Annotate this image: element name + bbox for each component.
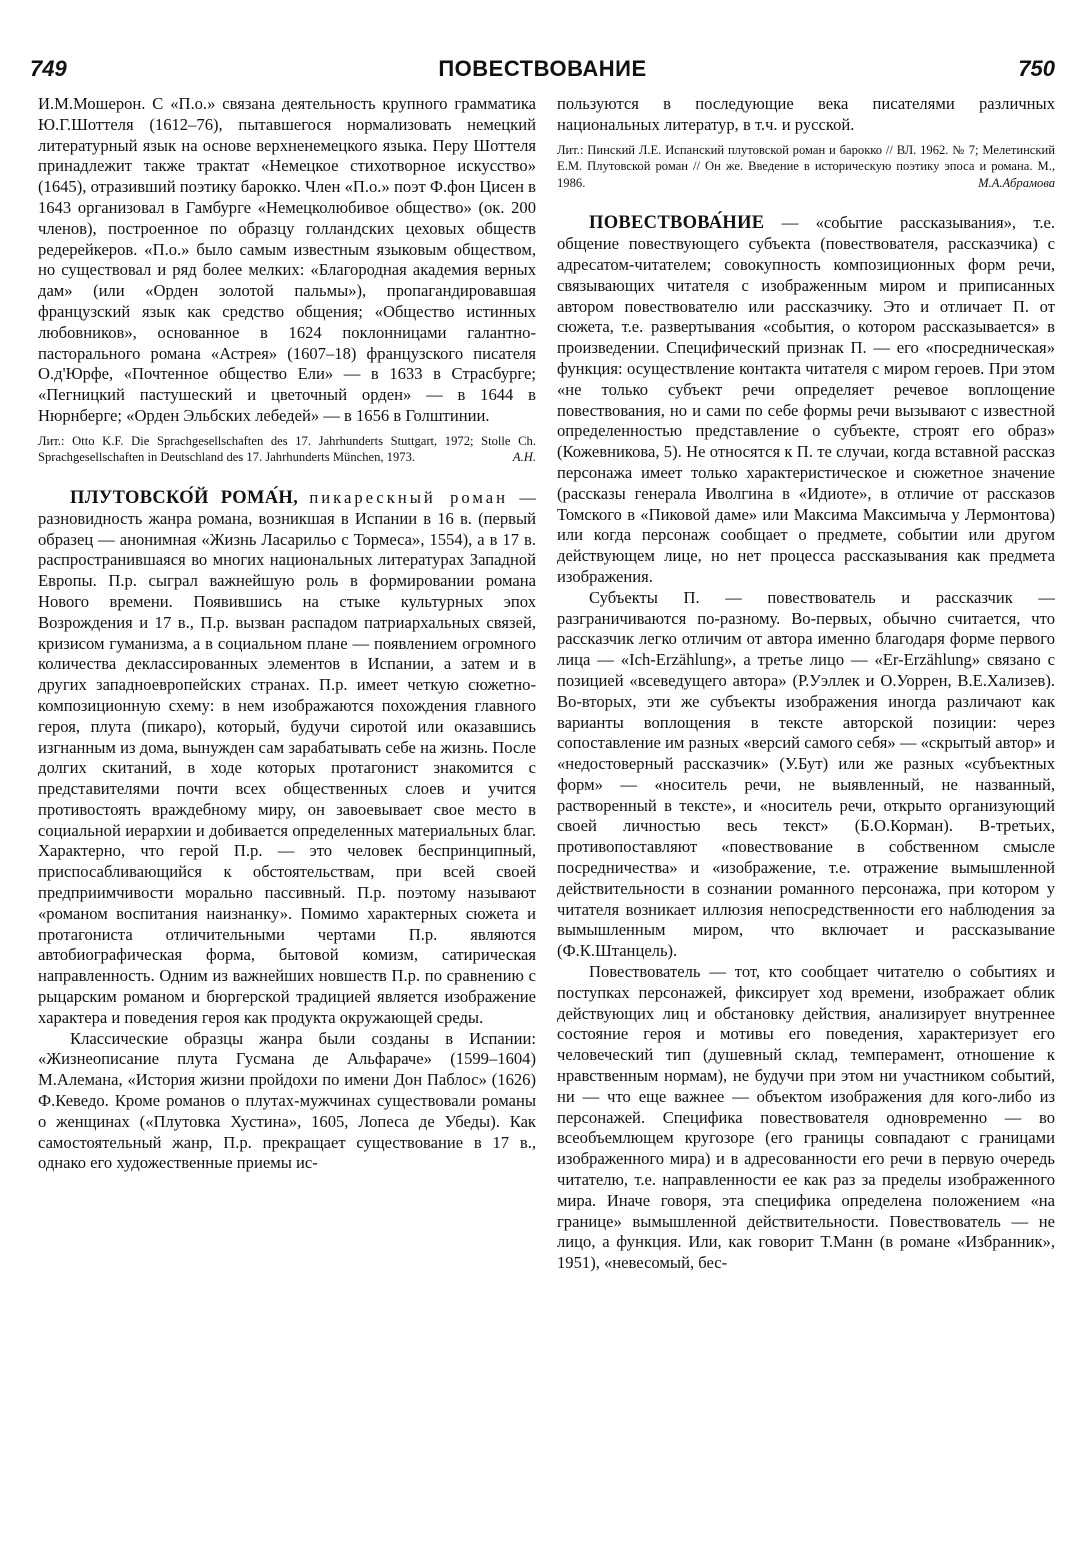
article-text: — «событие рассказывания», т.е. общение повествующего субъекта (повествователя, рассказчика) с адресатом-читателем; совокупность композиционных форм речи, связывающих читателя с изображенным миром и приписанных автором повествователю или рассказчику. Это и отличает П. от сюжета, т.е. развертывания «события, о котором рассказывается» в произведении. Специфический признак П. — его «посредническая» функция: осуществление контакта читателя с миром героев. При этом «не только субъект речи определяет речевое воплощение повествования, но и сами по себе формы речи вызывают с известной определенностью представление о субъекте, строят его образ» (Кожевникова, 5). Не относятся к П. те случаи, когда вставной рассказ персонажа имеет только характеристическое и сюжетное значение (рассказы генерала Иволгина в «Идиоте», в отличие от рассказов Томского в «Пиковой даме» или Максима Максимыча у Лермонтова) или когда персонаж сообщает о предмете, событии или другом действующем лице, но нет процесса рассказывания как предмета изображения. — [557, 213, 1055, 586]
literature-text: Лит.: Otto K.F. Die Sprachgesellschaften des 17. Jahrhunderts Stuttgart, 1972; Stolle Ch. Sprachgesellschaften in Deutschland des 17. Jahrhunderts München, 1973. — [38, 433, 536, 465]
paragraph: пользуются в последующие века писателями различных национальных литератур, в т.ч. и русской. — [557, 94, 1055, 134]
paragraph: Повествователь — тот, кто сообщает читателю о событиях и поступках персонажей, фиксирует ход времени, изображает облик действующих лиц и обстановку действия, анализирует внутреннее состояние героя и мотивы его поведения, характеризует его человеческий тип (душевный склад, темперамент, отношение к нравственным нормам), не будучи при этом ни участником событий, ни — что еще важнее — объектом изображения для кого-либо из персонажей. Специфика повествователя одновременно — во всеобъемлющем кругозоре (его границы совпадают с границами изображенного мира) и в адресованности его речи в первую очередь читателю, т.е. направленности ее как раз за пределы изображенного мира. Иначе говоря, эта специфика определена положением «на границе» вымышленной действительности. Повествователь — не лицо, а функция. Или, как говорит Т.Манн (в романе «Избранник», 1951), «невесомый, бес- — [557, 962, 1055, 1273]
page-number-right: 750 — [1018, 56, 1055, 81]
left-column — [38, 94, 536, 1174]
literature-text: Лит.: Пинский Л.Е. Испанский плутовской роман и барокко // ВЛ. 1962. № 7; Мелетинский Е.М. Плутовской роман // Он же. Введение в историческую поэтику эпоса и романа. М., 1986. — [557, 142, 1055, 190]
page-number-left: 749 — [30, 56, 67, 81]
paragraph: Классические образцы жанра были созданы в Испании: «Жизнеописание плута Гусмана де Альфараче» (1599–1604) М.Алемана, «История жизни пройдохи по имени Дон Паблос» (1626) Ф.Кеведо. Кроме романов о плутах-мужчинах существовали романы о женщинах («Плутовка Хустина», 1605, Лопеса де Убеды). Как самостоятельный жанр, П.р. прекращает существование в 17 в., однако его художественные приемы ис- — [38, 1028, 536, 1173]
right-column — [557, 94, 1055, 1274]
literature-note — [557, 142, 1055, 192]
paragraph: И.М.Мошерон. С «П.о.» связана деятельность крупного грамматика Ю.Г.Шоттеля (1612–76), пытавшегося нормализовать немецкий литературный язык на основе верхненемецкого языка. Перу Шоттеля принадлежит также трактат «Немецкое стихотворное искусство» (1645), отразивший поэтику барокко. Член «П.о.» поэт Ф.фон Цисен в 1643 организовал в Гамбурге «Немецколюбивое общество» (ок. 200 членов), построенное по образцу голландских цеховых обществ редерейкеров. «П.о.» было самым известным языковым обществом, но существовал и ряд более мелких: «Благородная академия верных дам» (или «Орден золотой пальмы»), пропагандировавшая французский язык как средство общения; «Общество истинных любовников», основанное в 1624 поклонницами галантно-пасторального романа «Астрея» (1607–18) французского писателя О.д'Юрфе, «Почтенное общество Ели» — в 1633 в Страсбурге; «Пегницкий пастушеский и цветочный орден» — в 1644 в Нюрнберге; «Орден Эльбских лебедей» — в 1656 в Голштинии. — [38, 94, 536, 425]
headword-alternative: пикарескный роман — [309, 487, 509, 507]
headword: ПЛУТОВСКО́Й РОМА́Н, — [70, 487, 299, 508]
author-signature: А.Н. — [512, 450, 536, 465]
literature-note — [38, 433, 536, 466]
article-entry — [557, 213, 1055, 587]
paragraph: Субъекты П. — повествователь и рассказчик — разграничиваются по-разному. Во-первых, обычно считается, что рассказчик легко отличим от автора именно благодаря форме первого лица — «Ich-Erzählung», а третье лицо — «Er-Erzählung» связано с позицией «всеведущего автора» (Р.Уэллек и О.Уоррен, В.Е.Хализев). Во-вторых, эти же субъекты изображения иногда различают как варианты воплощения в тексте авторской позиции: через сопоставление им разных «версий самого себя» — «скрытый автор» и «недостоверный рассказчик» (У.Бут) или же разных «субъектных форм» — «носитель речи, не выявленный, не названный, растворенный в тексте», и «носитель речи, открыто организующий своей личностью весь текст» (Б.О.Корман). В-третьих, противопоставляют «повествование в собственном смысле посредничества» и «изображение, т.е. отражение вымышленной действительности в сознании романного персонажа, при котором у читателя возникает иллюзия непосредственности его наблюдения за вымышленным миром, что включает и рассказывание (Ф.К.Штанцель). — [557, 587, 1055, 961]
running-title: ПОВЕСТВОВАНИЕ — [438, 56, 647, 81]
headword: ПОВЕСТВОВА́НИЕ — [589, 213, 765, 234]
article-text: — разновидность жанра романа, возникшая в Испании в 16 в. (первый образец — анонимная «Жизнь Ласарильо с Тормеса», 1554), а в 17 в. распространившаяся во многих национальных литературах Западной Европы. П.р. сыграл важнейшую роль в формировании романа Нового времени. Появившись на стыке культурных эпох Возрождения и 17 в., П.р. вызван распадом патриархальных связей, кризисом гуманизма, а в социальном плане — появлением огромного количества деклассированных элементов в Испании, а затем и в других западноевропейских странах. П.р. имеет четкую сюжетно-композиционную схему: в нем изображаются похождения главного героя, плута (пикаро), который, будучи сиротой или оказавшись изгнанным из дома, вынужден сам зарабатывать себе на жизнь. После долгих скитаний, в ходе которых протагонист знакомится с представителями почти всех общественных слоев и учится противостоять враждебному миру, он завоевывает свое место в социальной иерархии и добивается определенных материальных благ. Характерно, что герой П.р. — это человек беспринципный, приспосабливающийся к обстоятельствам, при всей своей предприимчивости морально пассивный. П.р. поэтому называют «романом воспитания наизнанку». Помимо характерных сюжета и протагониста отличительными чертами П.р. являются автобиографическая форма, бытовой комизм, сатирическая направленность. Одним из важнейших новшеств П.р. по сравнению с рыцарским романом и бюргерской традицией является изображение характера и поведения героя как продукта окружающей среды. — [38, 487, 536, 1027]
article-entry — [38, 488, 536, 1029]
author-signature: М.А.Абрамова — [978, 175, 1055, 190]
page-header — [30, 56, 1055, 86]
